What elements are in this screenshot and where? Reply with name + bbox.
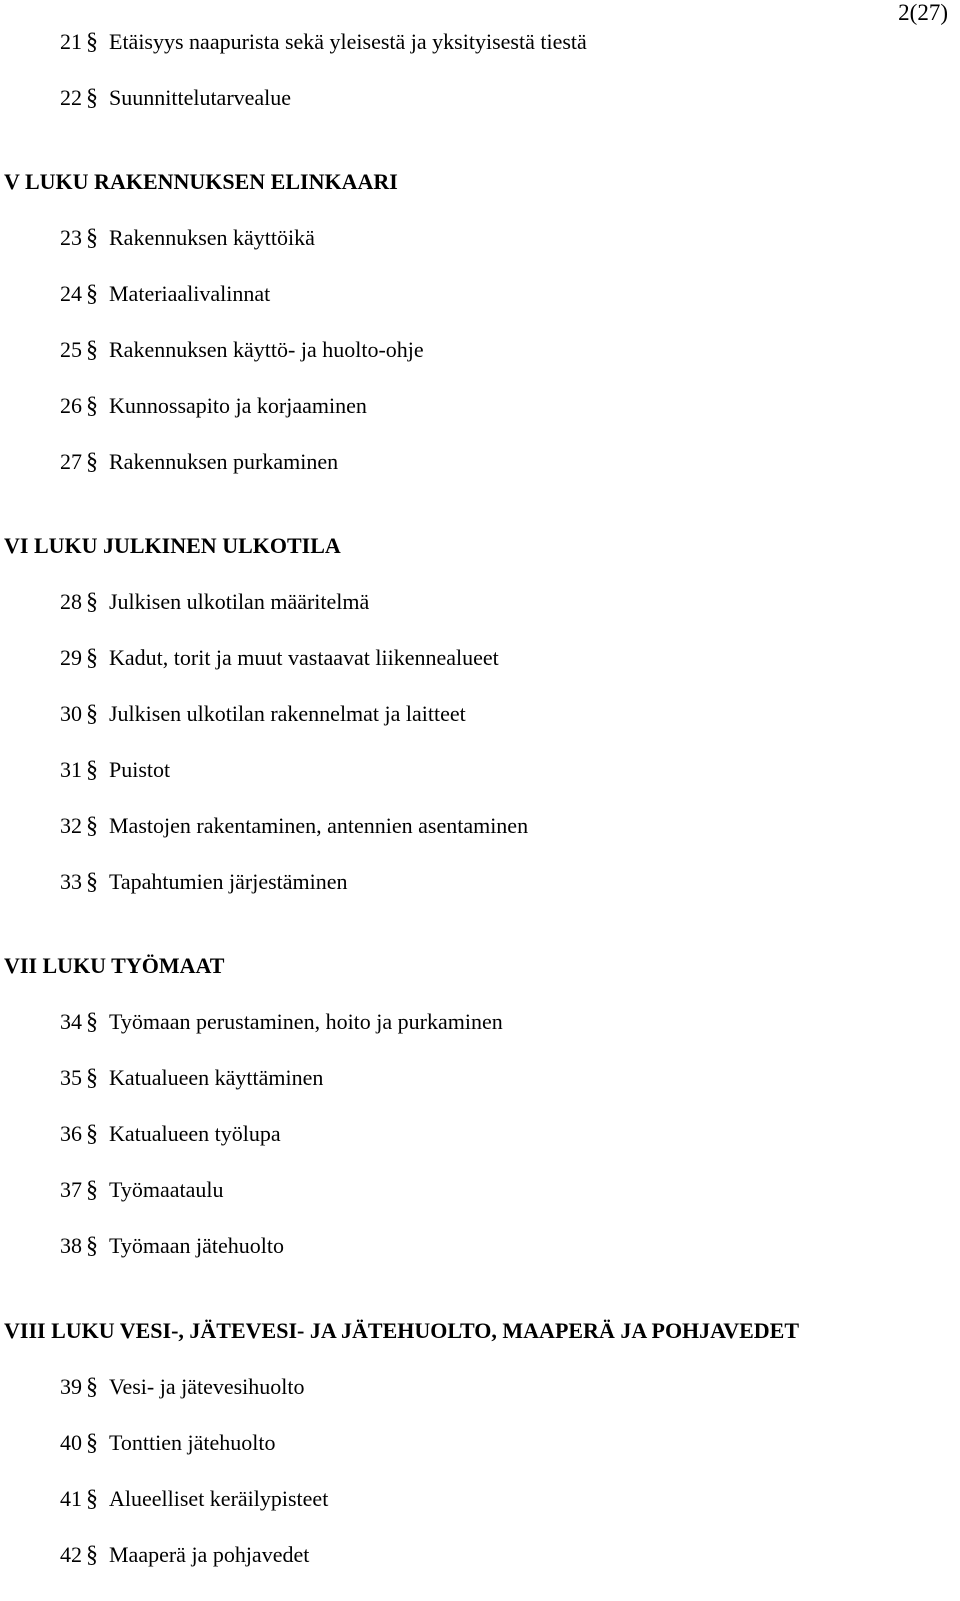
toc-item	[60, 1541, 309, 1569]
section-sign-icon: §	[86, 393, 98, 419]
section-title: Kunnossapito ja korjaaminen	[109, 393, 367, 418]
section-sign-icon: §	[86, 1009, 98, 1035]
section-number: 32	[60, 813, 82, 838]
section-number: 41	[60, 1486, 82, 1511]
section-title: Julkisen ulkotilan rakennelmat ja laitteet	[109, 701, 466, 726]
section-title: Suunnittelutarvealue	[109, 85, 292, 110]
section-sign-icon: §	[86, 869, 98, 895]
section-title: Mastojen rakentaminen, antennien asentaminen	[109, 813, 529, 838]
section-number: 25	[60, 337, 82, 362]
toc-item	[60, 588, 369, 616]
section-sign-icon: §	[86, 85, 98, 111]
page-number: 2(27)	[898, 0, 948, 25]
toc-item	[60, 28, 587, 56]
section-sign-icon: §	[86, 337, 98, 363]
section-number: 26	[60, 393, 82, 418]
section-title: Maaperä ja pohjavedet	[109, 1542, 310, 1567]
section-title: Katualueen työlupa	[109, 1121, 281, 1146]
toc-item	[60, 1429, 275, 1457]
toc-item	[60, 700, 466, 728]
chapter-heading: VIII LUKU VESI-, JÄTEVESI- JA JÄTEHUOLTO, MAAPERÄ JA POHJAVEDET	[4, 1318, 800, 1343]
section-number: 33	[60, 869, 82, 894]
section-title: Puistot	[109, 757, 171, 782]
section-number: 27	[60, 449, 82, 474]
toc-item	[60, 280, 270, 308]
section-sign-icon: §	[86, 1486, 98, 1512]
section-number: 40	[60, 1430, 82, 1455]
section-sign-icon: §	[86, 1177, 98, 1203]
section-title: Työmaan perustaminen, hoito ja purkaminen	[109, 1009, 503, 1034]
section-sign-icon: §	[86, 1542, 98, 1568]
section-sign-icon: §	[86, 813, 98, 839]
toc-item	[60, 1008, 503, 1036]
toc-item	[60, 812, 528, 840]
section-number: 22	[60, 85, 82, 110]
section-sign-icon: §	[86, 225, 98, 251]
toc-item	[60, 336, 424, 364]
section-title: Rakennuksen purkaminen	[109, 449, 339, 474]
toc-item	[60, 644, 499, 672]
toc-item	[60, 1120, 281, 1148]
toc-item	[60, 84, 291, 112]
section-title: Rakennuksen käyttöikä	[109, 225, 315, 250]
section-number: 24	[60, 281, 82, 306]
section-title: Vesi- ja jätevesihuolto	[109, 1374, 305, 1399]
section-number: 39	[60, 1374, 82, 1399]
section-number: 23	[60, 225, 82, 250]
section-sign-icon: §	[86, 701, 98, 727]
section-title: Tonttien jätehuolto	[109, 1430, 276, 1455]
toc-item	[60, 756, 170, 784]
section-title: Tapahtumien järjestäminen	[109, 869, 348, 894]
section-number: 38	[60, 1233, 82, 1258]
section-number: 37	[60, 1177, 82, 1202]
toc-item	[60, 1064, 323, 1092]
toc-item	[60, 1373, 305, 1401]
section-sign-icon: §	[86, 645, 98, 671]
toc-item	[60, 868, 348, 896]
section-sign-icon: §	[86, 1065, 98, 1091]
toc-item	[60, 1232, 284, 1260]
section-number: 31	[60, 757, 82, 782]
toc-item	[60, 392, 367, 420]
section-number: 34	[60, 1009, 82, 1034]
section-sign-icon: §	[86, 589, 98, 615]
section-sign-icon: §	[86, 281, 98, 307]
section-number: 30	[60, 701, 82, 726]
section-sign-icon: §	[86, 757, 98, 783]
section-number: 29	[60, 645, 82, 670]
chapter-heading: V LUKU RAKENNUKSEN ELINKAARI	[4, 169, 398, 194]
section-number: 35	[60, 1065, 82, 1090]
section-title: Kadut, torit ja muut vastaavat liikennealueet	[109, 645, 499, 670]
section-title: Etäisyys naapurista sekä yleisestä ja yksityisestä tiestä	[109, 29, 587, 54]
section-title: Alueelliset keräilypisteet	[109, 1486, 329, 1511]
section-title: Katualueen käyttäminen	[109, 1065, 324, 1090]
toc-item	[60, 1176, 224, 1204]
section-title: Työmaan jätehuolto	[109, 1233, 285, 1258]
toc-item	[60, 224, 315, 252]
section-sign-icon: §	[86, 1233, 98, 1259]
section-sign-icon: §	[86, 29, 98, 55]
toc-item	[60, 448, 338, 476]
chapter-heading: VI LUKU JULKINEN ULKOTILA	[4, 533, 341, 558]
section-title: Rakennuksen käyttö- ja huolto-ohje	[109, 337, 424, 362]
section-sign-icon: §	[86, 1374, 98, 1400]
section-title: Materiaalivalinnat	[109, 281, 271, 306]
toc-item	[60, 1485, 328, 1513]
section-number: 28	[60, 589, 82, 614]
section-number: 42	[60, 1542, 82, 1567]
section-sign-icon: §	[86, 1430, 98, 1456]
section-title: Työmaataulu	[109, 1177, 224, 1202]
section-number: 21	[60, 29, 82, 54]
section-sign-icon: §	[86, 449, 98, 475]
section-sign-icon: §	[86, 1121, 98, 1147]
chapter-heading: VII LUKU TYÖMAAT	[4, 953, 225, 978]
section-title: Julkisen ulkotilan määritelmä	[109, 589, 370, 614]
section-number: 36	[60, 1121, 82, 1146]
